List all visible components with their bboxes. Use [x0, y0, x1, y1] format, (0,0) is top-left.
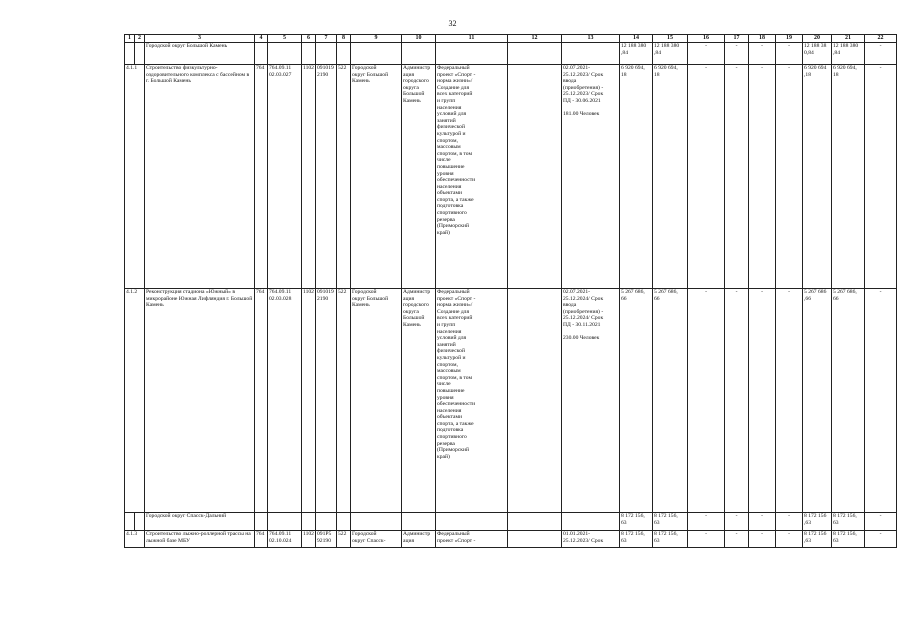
cell-project: Федеральный проект «Спорт - норма жизни»/ Создание для всех категорий и групп населения условий для занятий физической культурой и спортом, массовым спортом, в том числе повышение уровня обеспеченности населения объектами спорта, а также подготовка спортивного резерва (Приморский край): [436, 289, 508, 513]
cell-section: 1102: [302, 65, 316, 289]
amount-cell: 12 188 380 ,84: [620, 43, 653, 65]
amount-cell: 8 172 156, 63: [620, 531, 653, 548]
empty-cell: [402, 513, 436, 531]
empty-cell: [562, 43, 620, 65]
dash-cell: -: [749, 65, 776, 289]
amount-cell: 5 267 686 ,66: [803, 289, 832, 513]
amount-cell: 12 188 38 0,84: [803, 43, 832, 65]
cell-col12: [508, 289, 562, 513]
empty-cell: [508, 43, 562, 65]
amount-cell: 6 920 694, 18: [620, 65, 653, 289]
amount-cell: 12 188 380 ,84: [653, 43, 688, 65]
table-row: [125, 65, 897, 289]
header-cell: 2: [135, 35, 145, 43]
amount-cell: 12 188 380 ,84: [832, 43, 865, 65]
empty-cell: [135, 513, 145, 531]
header-cell: 7: [316, 35, 337, 43]
empty-cell: [302, 43, 316, 65]
header-cell: 9: [351, 35, 402, 43]
header-cell: 13: [562, 35, 620, 43]
dash-cell: -: [688, 289, 725, 513]
header-cell: 21: [832, 35, 865, 43]
header-cell: 15: [653, 35, 688, 43]
header-cell: 5: [268, 35, 302, 43]
cell-municipality: Городской округ Большой Камень: [351, 65, 402, 289]
subtotal-name: Городской округ Спасск-Дальний: [145, 513, 255, 531]
cell-terms: 01.01.2021- 25.12.2023/ Срок: [562, 531, 620, 548]
header-cell: 6: [302, 35, 316, 43]
amount-cell: 5 267 686, 66: [620, 289, 653, 513]
item-number: 4.1.3: [125, 531, 145, 548]
dash-cell: -: [688, 65, 725, 289]
dash-cell: -: [776, 65, 803, 289]
cell-project: Федеральный проект «Спорт - норма жизни»/ Создание для всех категорий и групп населения условий для занятий физической культурой и спортом, массовым спортом, в том числе повышение уровня обеспеченности населения объектами спорта, а также подготовка спортивного резерва (Приморский край): [436, 65, 508, 289]
table-row: [125, 531, 897, 548]
cell-grbs: 764: [255, 65, 268, 289]
header-cell: 16: [688, 35, 725, 43]
cell-col12: [508, 65, 562, 289]
cell-administrator: Администр ация городского округа Большой Камень: [402, 65, 436, 289]
dash-cell: -: [749, 289, 776, 513]
empty-cell: [351, 43, 402, 65]
subtotal-row: [125, 513, 897, 531]
header-cell: 19: [776, 35, 803, 43]
header-cell: 20: [803, 35, 832, 43]
dash-cell: -: [776, 531, 803, 548]
item-number: 4.1.2: [125, 289, 145, 513]
empty-cell: [337, 513, 351, 531]
amount-cell: 5 267 686, 66: [832, 289, 865, 513]
dash-cell: -: [865, 531, 897, 548]
cell-expense-type: 522: [337, 65, 351, 289]
amount-cell: 6 920 694, 18: [653, 65, 688, 289]
cell-municipality: Городской округ Большой Камень: [351, 289, 402, 513]
amount-cell: 6 920 694, 18: [832, 65, 865, 289]
cell-target: 091019 2190: [316, 65, 337, 289]
dash-cell: -: [865, 289, 897, 513]
cell-code: 764.09.11 02.10.024: [268, 531, 302, 548]
header-cell: 11: [436, 35, 508, 43]
cell-expense-type: 522: [337, 531, 351, 548]
dash-cell: -: [725, 289, 749, 513]
amount-cell: 6 920 694 ,18: [803, 65, 832, 289]
subtotal-name: Городской округ Большой Камень: [145, 43, 255, 65]
cell-administrator: Администр ация городского округа Большой Камень: [402, 289, 436, 513]
item-number: 4.1.1: [125, 65, 145, 289]
cell-project: Федеральный проект «Спорт -: [436, 531, 508, 548]
dash-cell: -: [688, 43, 725, 65]
cell-section: 1102: [302, 289, 316, 513]
empty-cell: [316, 43, 337, 65]
header-cell: 14: [620, 35, 653, 43]
amount-cell: 8 172 156 ,63: [803, 531, 832, 548]
subtotal-row: [125, 43, 897, 65]
dash-cell: -: [749, 43, 776, 65]
cell-target: 091019 2190: [316, 289, 337, 513]
page-number: 32: [448, 19, 457, 28]
cell-terms: 02.07.2021- 25.12.2024/ Срок ввода (приобретения) - 25.12.2024/ Срок ПД - 30.11.2021 230.00 Человек: [562, 289, 620, 513]
item-name: Реконструкция стадиона «Южный» в микрорайоне Южная Лифляндия г. Большой Камень: [145, 289, 255, 513]
empty-cell: [125, 43, 135, 65]
dash-cell: -: [688, 531, 725, 548]
cell-target: 091P5 92190: [316, 531, 337, 548]
empty-cell: [337, 43, 351, 65]
cell-municipality: Городской округ Спасск-: [351, 531, 402, 548]
dash-cell: -: [776, 43, 803, 65]
empty-cell: [135, 43, 145, 65]
header-cell: 17: [725, 35, 749, 43]
amount-cell: 8 172 156, 63: [620, 513, 653, 531]
budget-table: [124, 34, 897, 548]
empty-cell: [508, 513, 562, 531]
empty-cell: [268, 43, 302, 65]
table-row: [125, 289, 897, 513]
empty-cell: [436, 513, 508, 531]
cell-code: 764.09.11 02.03.028: [268, 289, 302, 513]
cell-code: 764.09.11 02.03.027: [268, 65, 302, 289]
empty-cell: [562, 513, 620, 531]
header-cell: 8: [337, 35, 351, 43]
dash-cell: -: [725, 65, 749, 289]
amount-cell: 5 267 686, 66: [653, 289, 688, 513]
header-cell: 22: [865, 35, 897, 43]
dash-cell: -: [865, 43, 897, 65]
cell-grbs: 764: [255, 289, 268, 513]
dash-cell: -: [776, 513, 803, 531]
header-cell: 12: [508, 35, 562, 43]
empty-cell: [351, 513, 402, 531]
empty-cell: [125, 513, 135, 531]
dash-cell: -: [725, 43, 749, 65]
cell-section: 1102: [302, 531, 316, 548]
empty-cell: [316, 513, 337, 531]
amount-cell: 8 172 156, 63: [832, 531, 865, 548]
item-name: Строительство лыжно-роллерной трассы на лыжной базе МБУ: [145, 531, 255, 548]
cell-administrator: Администр ация: [402, 531, 436, 548]
empty-cell: [302, 513, 316, 531]
empty-cell: [402, 43, 436, 65]
item-name: Строительство физкультурно-оздоровительного комплекса с бассейном в г. Большой Камень: [145, 65, 255, 289]
cell-terms: 02.07.2021- 25.12.2023/ Срок ввода (приобретения) - 25.12.2023/ Срок ПД - 30.06.2021 181.00 Человек: [562, 65, 620, 289]
header-cell: 3: [145, 35, 255, 43]
empty-cell: [436, 43, 508, 65]
dash-cell: -: [776, 289, 803, 513]
amount-cell: 8 172 156 ,63: [803, 513, 832, 531]
dash-cell: -: [749, 531, 776, 548]
header-cell: 18: [749, 35, 776, 43]
amount-cell: 8 172 156, 63: [832, 513, 865, 531]
cell-col12: [508, 531, 562, 548]
amount-cell: 8 172 156, 63: [653, 513, 688, 531]
dash-cell: -: [749, 513, 776, 531]
header-cell: 4: [255, 35, 268, 43]
header-row: [125, 35, 897, 43]
empty-cell: [255, 43, 268, 65]
amount-cell: 8 172 156, 63: [653, 531, 688, 548]
header-cell: 1: [125, 35, 135, 43]
empty-cell: [255, 513, 268, 531]
header-cell: 10: [402, 35, 436, 43]
dash-cell: -: [725, 513, 749, 531]
dash-cell: -: [688, 513, 725, 531]
cell-expense-type: 522: [337, 289, 351, 513]
dash-cell: -: [865, 513, 897, 531]
dash-cell: -: [865, 65, 897, 289]
dash-cell: -: [725, 531, 749, 548]
empty-cell: [268, 513, 302, 531]
cell-grbs: 764: [255, 531, 268, 548]
